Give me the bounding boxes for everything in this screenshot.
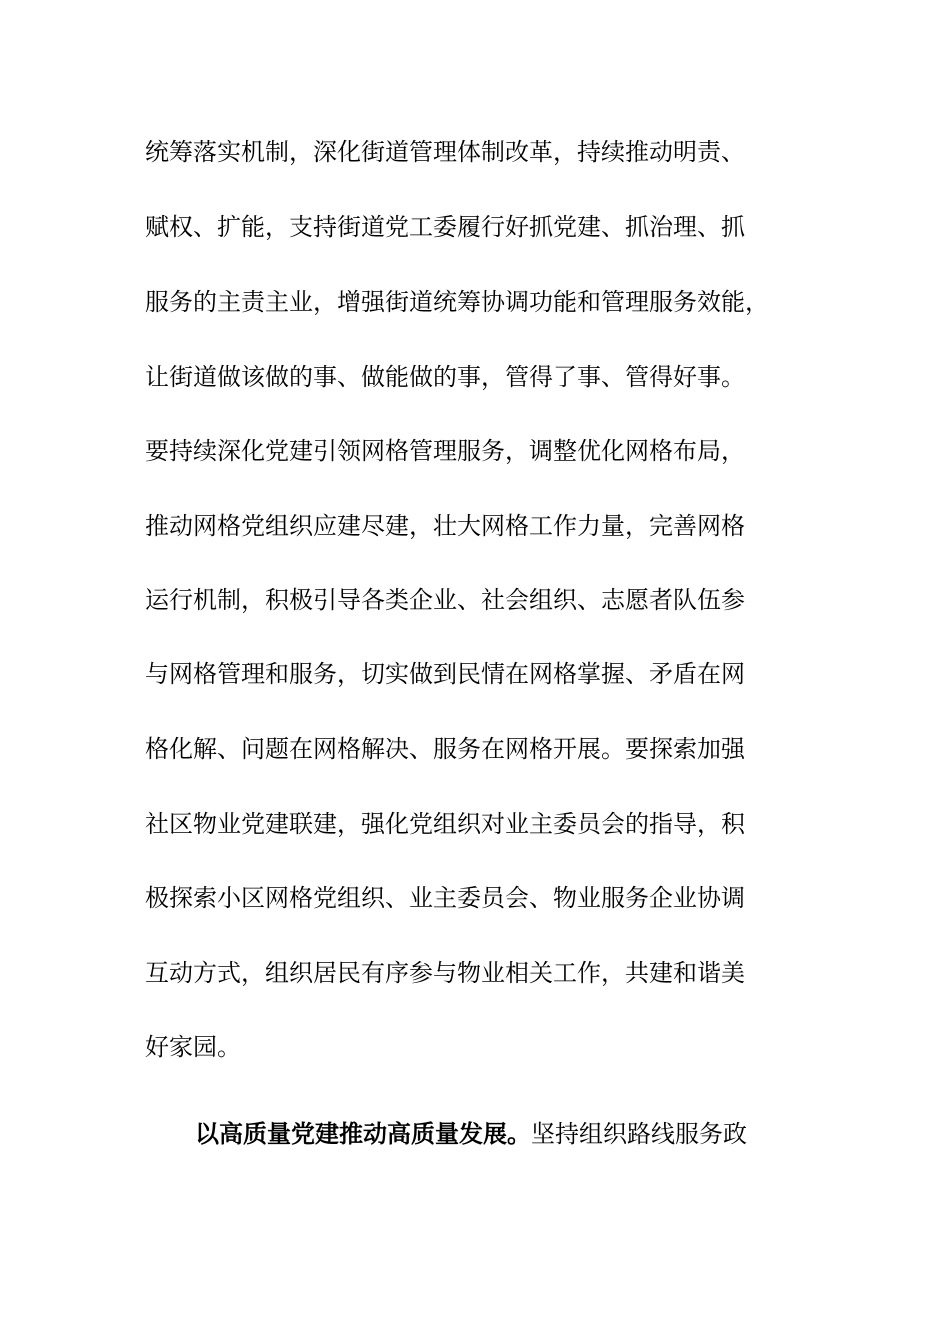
- paragraph-line: 社区物业党建联建，强化党组织对业主委员会的指导，积: [145, 810, 745, 838]
- paragraph-line: 互动方式，组织居民有序参与物业相关工作，共建和谐美: [145, 959, 745, 987]
- section-heading: 以高质量党建推动高质量发展。: [195, 1120, 531, 1148]
- paragraph-line: 推动网格党组织应建尽建，壮大网格工作力量，完善网格: [145, 512, 745, 540]
- paragraph-line: 格化解、问题在网格解决、服务在网格开展。要探索加强: [145, 735, 745, 763]
- paragraph-line: 赋权、扩能，支持街道党工委履行好抓党建、抓治理、抓: [145, 213, 745, 241]
- paragraph-text: 坚持组织路线服务政: [531, 1120, 747, 1148]
- paragraph-line: 统筹落实机制，深化街道管理体制改革，持续推动明责、: [145, 138, 745, 166]
- paragraph-line: 服务的主责主业，增强街道统筹协调功能和管理服务效能，: [145, 288, 769, 316]
- paragraph-line: 极探索小区网格党组织、业主委员会、物业服务企业协调: [145, 884, 745, 912]
- paragraph-line: 好家园。: [145, 1033, 241, 1061]
- paragraph-line: 与网格管理和服务，切实做到民情在网格掌握、矛盾在网: [145, 660, 745, 688]
- paragraph-line-with-heading: [195, 1119, 747, 1149]
- paragraph-line: 运行机制，积极引导各类企业、社会组织、志愿者队伍参: [145, 586, 745, 614]
- paragraph-line: 要持续深化党建引领网格管理服务，调整优化网格布局，: [145, 437, 745, 465]
- paragraph-line: 让街道做该做的事、做能做的事，管得了事、管得好事。: [145, 363, 745, 391]
